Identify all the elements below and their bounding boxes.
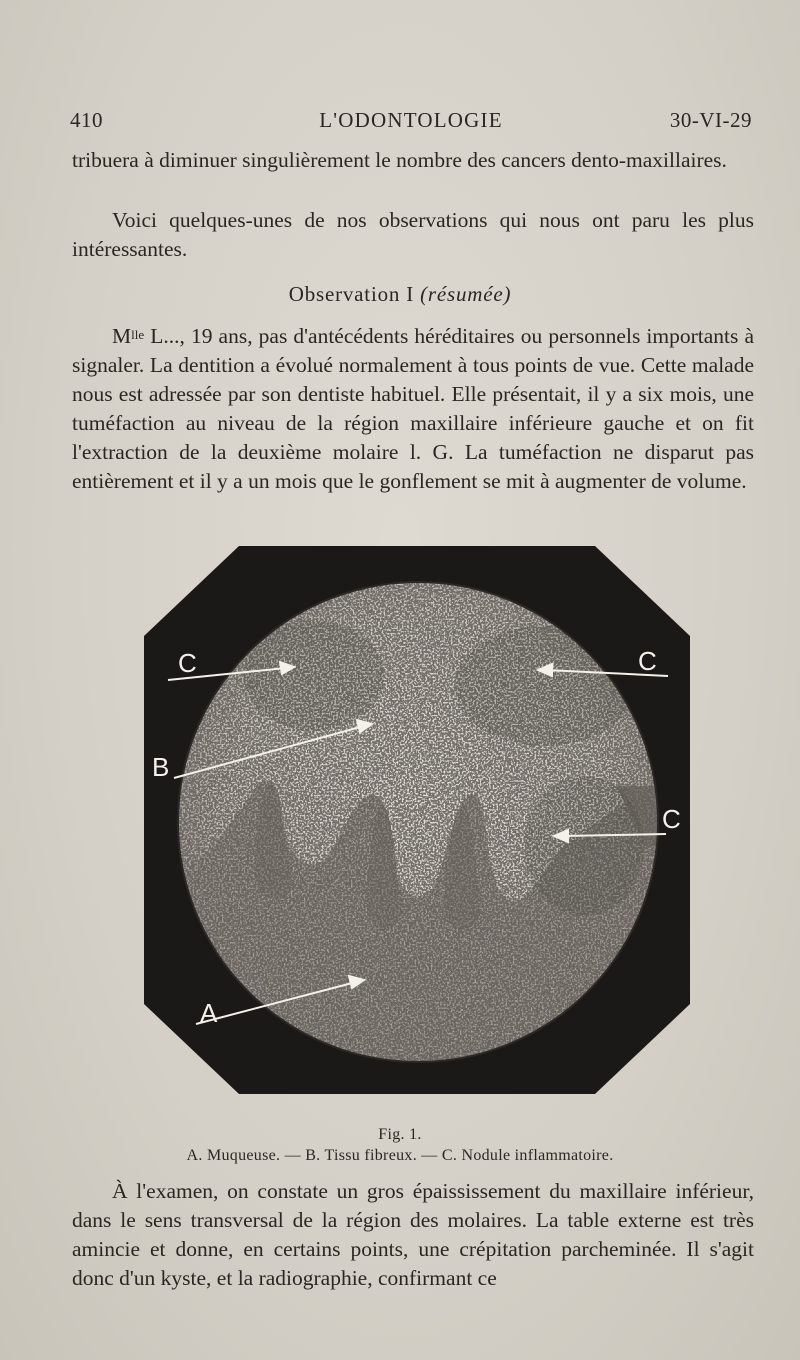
figure-number: Fig. 1. — [378, 1126, 422, 1143]
figure-legend: A. Muqueuse. — B. Tissu fibreux. — C. Nodule inflammatoire. — [186, 1147, 614, 1164]
figure-caption — [0, 1124, 800, 1166]
label-c-left: C — [178, 648, 197, 678]
title-superscript: lle — [131, 327, 145, 342]
observation-subtitle: (résumée) — [420, 282, 512, 306]
running-header — [70, 108, 752, 138]
title-abbreviation: $M^{lle}$ — [112, 324, 145, 348]
label-a: A — [200, 998, 218, 1028]
label-c-right-top: C — [638, 646, 657, 676]
issue-date: 30-VI-29 — [669, 108, 752, 132]
paragraph-case — [72, 322, 754, 496]
label-b: B — [152, 752, 170, 782]
page-number: 410 — [70, 108, 103, 132]
histology-figure — [144, 546, 690, 1094]
case-text: L..., 19 ans, pas d'antécédents héréditaires ou personnels importants à signaler. La dentition a évolué normalement à tous points de vue. Cette malade nous est adressée par son dentiste habituel. Elle présentait, il y a six mois, une tuméfaction au niveau de la région maxillaire inférieure gauche et on fit l'extraction de la deuxième molaire l. G. La tuméfaction ne disparut pas entièrement et il y a un mois que le gonflement se mit à augmenter de volume. — [72, 324, 754, 493]
paragraph-examination: À l'examen, on constate un gros épaississement du maxillaire inférieur, dans le sens transversal de la région des molaires. La table externe est très amincie et donne, en certains points, une crépitation parcheminée. Il s'agit donc d'un kyste, et la radiographie, confirmant ce — [72, 1179, 754, 1290]
paragraph-continuation: tribuera à diminuer singulièrement le nombre des cancers dento-maxillaires. — [72, 148, 727, 172]
paragraph-intro: Voici quelques-unes de nos observations qui nous ont paru les plus intéressantes. — [72, 208, 754, 261]
section-heading — [0, 282, 800, 307]
label-c-right: C — [662, 804, 681, 834]
journal-title: L'ODONTOLOGIE — [319, 108, 503, 132]
observation-title: Observation I — [288, 282, 415, 306]
